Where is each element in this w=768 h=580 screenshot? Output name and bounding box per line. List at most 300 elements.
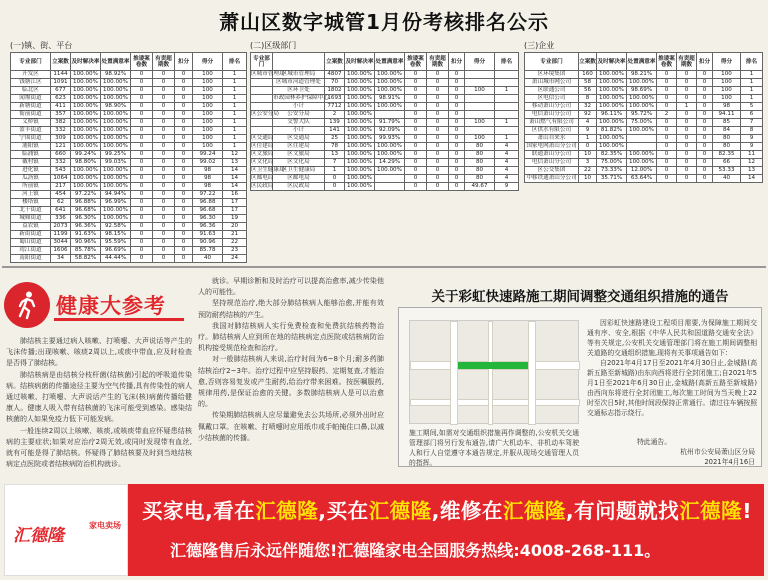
table-cell xyxy=(495,111,519,119)
table-row xyxy=(251,79,519,87)
table-cell: 95.59% xyxy=(101,239,131,247)
table-cell: 0 xyxy=(677,135,697,143)
table-cell: 0 xyxy=(131,95,153,103)
notice-text xyxy=(587,318,757,418)
table-cell: 92.09% xyxy=(375,127,405,135)
table-cell: 南阳街道 xyxy=(11,255,51,263)
table-cell: 0 xyxy=(175,87,193,95)
table-cell: 90.96 xyxy=(193,239,223,247)
table-row xyxy=(11,231,247,239)
table-cell: 96.11% xyxy=(597,111,627,119)
table-cell: 小计 xyxy=(273,103,325,111)
table-cell: 100.00% xyxy=(375,167,405,175)
table-header-cell: 有责超期数 xyxy=(427,53,449,71)
table-cell: 4 xyxy=(495,151,519,159)
table-cell: 100.00% xyxy=(345,79,375,87)
section2-label: (二)区级部门 xyxy=(250,41,297,50)
table-cell: 0 xyxy=(449,111,465,119)
notice-title: 关于彩虹快速路施工期间调整交通组织措施的通告 xyxy=(431,289,729,305)
table-cell: 电信萧山分公司 xyxy=(525,111,579,119)
table-cell: 100.00% xyxy=(101,215,131,223)
ad-slogan-part: ! xyxy=(742,499,753,523)
table-cell: 100.00% xyxy=(101,111,131,119)
table-cell: 0 xyxy=(153,207,175,215)
table-cell: 区公安分局 xyxy=(251,111,279,118)
table-cell: 98.80% xyxy=(71,159,101,167)
table-cell: 100.00% xyxy=(597,95,627,103)
table-row xyxy=(11,127,247,135)
table-cell: 0 xyxy=(657,143,677,151)
table-cell: 0 xyxy=(677,95,697,103)
table-cell: 1144 xyxy=(51,71,71,79)
health-paragraph: 对一般肺结核病人来说,治疗时间为6~8个月;耐多药肺结核治疗2~3年。治疗过程中应坚持服药、定期复查,才能治愈,否则容易复发或产生耐药,给治疗带来困难。按医嘱服药,规律用药,是保证治愈的关键。多数肺结核病人是可以治愈的。 xyxy=(198,355,384,409)
table-cell: 100.00% xyxy=(597,71,627,79)
table-cell: 1606 xyxy=(51,247,71,255)
table-cell: 0 xyxy=(405,151,427,159)
table-cell: 0 xyxy=(175,159,193,167)
table-cell: 0 xyxy=(131,159,153,167)
table-cell: 96.68 xyxy=(193,207,223,215)
table-cell: 0 xyxy=(427,103,449,111)
table-cell: 100.00% xyxy=(345,183,375,191)
table-cell: 32 xyxy=(579,103,597,111)
table-cell: 0 xyxy=(131,119,153,127)
table-cell: 0 xyxy=(449,87,465,95)
table-cell: 382 xyxy=(51,119,71,127)
table-cell: 96.99% xyxy=(101,199,131,207)
table-cell: 0 xyxy=(153,183,175,191)
table-cell: 1091 xyxy=(51,79,71,87)
table-cell: 盈丰街道 xyxy=(11,127,51,135)
table-cell: 萧山城市网公司 xyxy=(525,79,579,87)
table-cell: 100.00% xyxy=(627,95,657,103)
table-row xyxy=(11,151,247,159)
table-cell: 100 xyxy=(193,79,223,87)
page-title: 萧山区数字城管1月份考核排名公示 xyxy=(219,10,549,34)
table-cell: 121 xyxy=(51,143,71,151)
table-cell: 75.00% xyxy=(597,159,627,167)
table-cell: 0 xyxy=(153,127,175,135)
table-cell: 90.96% xyxy=(71,239,101,247)
table-cell: 0 xyxy=(579,143,597,151)
table-cell: 81.82% xyxy=(597,127,627,135)
table-cell: 98 xyxy=(193,167,223,175)
table-cell: 1064 xyxy=(51,175,71,183)
table-cell: 1 xyxy=(223,95,247,103)
table-cell: 电信萧山分公司 xyxy=(525,159,579,167)
table-cell: 100.00% xyxy=(345,167,375,175)
table-cell: 0 xyxy=(153,111,175,119)
table-cell: 24 xyxy=(223,255,247,263)
table-cell: 0 xyxy=(677,167,697,175)
table-cell: 4 xyxy=(495,175,519,183)
table-cell: 区民政局 xyxy=(273,183,325,191)
table-cell: 0 xyxy=(175,111,193,119)
table-cell: 4 xyxy=(495,143,519,151)
table-cell: 91.63 xyxy=(193,231,223,239)
table-cell: 1 xyxy=(741,95,763,103)
table-cell: 0 xyxy=(131,103,153,111)
table-row xyxy=(525,127,763,135)
table-cell: 1 xyxy=(741,71,763,79)
table-header-cell: 有责超期数 xyxy=(677,53,697,71)
table-cell xyxy=(465,111,495,119)
table-cell: 0 xyxy=(697,119,713,127)
table-cell: 98.91% xyxy=(375,95,405,103)
table-cell xyxy=(375,183,405,191)
table-row xyxy=(251,143,519,151)
table-cell xyxy=(251,79,273,87)
table-cell xyxy=(251,95,273,103)
table-cell: 96.69% xyxy=(101,247,131,255)
table-cell: 95.72% xyxy=(627,111,657,119)
table-cell: 0 xyxy=(697,95,713,103)
table-cell: 8 xyxy=(579,95,597,103)
table-row xyxy=(11,215,247,223)
table-cell: 96.36 xyxy=(193,223,223,231)
table-row xyxy=(11,255,247,263)
table-cell xyxy=(627,135,657,143)
table-cell: 义桥镇 xyxy=(11,119,51,127)
table-cell: 40 xyxy=(713,175,741,183)
table-cell: 100 xyxy=(193,119,223,127)
table-cell: 100.00% xyxy=(71,79,101,87)
table-cell xyxy=(465,95,495,103)
table-cell: 99.93% xyxy=(375,135,405,143)
table-cell: 91.63% xyxy=(71,231,101,239)
table-cell: 96.36% xyxy=(71,223,101,231)
table-header-cell: 推诿案卷数 xyxy=(405,53,427,71)
table-cell: 10 xyxy=(579,151,597,159)
table-cell: 100.00% xyxy=(345,103,375,111)
table-cell: 楼塔镇 xyxy=(11,199,51,207)
table-cell: 454 xyxy=(51,191,71,199)
notice-text-extra xyxy=(409,428,579,468)
table-cell: 40 xyxy=(193,255,223,263)
table-cell: 公安分局 xyxy=(273,111,325,119)
table-cell: 6 xyxy=(741,111,763,119)
table-cell: 98 xyxy=(713,103,741,111)
table-cell: 0 xyxy=(427,175,449,183)
table-row xyxy=(251,151,519,159)
table-cell: 国家电网萧山分公司 xyxy=(526,143,577,150)
table-row xyxy=(11,79,247,87)
table-cell: 0 xyxy=(449,103,465,111)
table-cell: 96.30% xyxy=(71,215,101,223)
table-cell: 0 xyxy=(153,87,175,95)
table-cell: 区交通局 xyxy=(251,135,274,142)
table-header-cell: 得分 xyxy=(713,53,741,71)
table-cell: 0 xyxy=(131,255,153,263)
table-row xyxy=(11,223,247,231)
table-row xyxy=(525,119,763,127)
table-cell xyxy=(251,119,273,127)
table-cell: 0 xyxy=(131,207,153,215)
table-cell: 0 xyxy=(657,135,677,143)
table-cell: 0 xyxy=(131,247,153,255)
table-cell: 0 xyxy=(131,143,153,151)
table-row xyxy=(11,111,247,119)
table-cell: 85.78 xyxy=(193,247,223,255)
table-row xyxy=(525,95,763,103)
table-row xyxy=(11,159,247,167)
table-cell: 0 xyxy=(657,127,677,135)
table-header-cell: 立案数 xyxy=(51,53,71,71)
table-cell: 0 xyxy=(657,95,677,103)
table-cell: 益农镇 xyxy=(11,223,51,231)
table-cell: 100.00% xyxy=(101,183,131,191)
table-cell: 100 xyxy=(465,135,495,143)
table-cell: 0 xyxy=(697,71,713,79)
table-cell: 98.21% xyxy=(627,71,657,79)
table-cell: 141 xyxy=(325,127,345,135)
table-cell xyxy=(375,175,405,183)
table-cell: 0 xyxy=(449,79,465,87)
table-cell: 0 xyxy=(153,119,175,127)
table-cell: 0 xyxy=(427,111,449,119)
table-cell: 1 xyxy=(223,135,247,143)
table-cell: 0 xyxy=(405,167,427,175)
table-cell: 22 xyxy=(579,167,597,175)
table-cell: 0 xyxy=(131,71,153,79)
table-cell: 0 xyxy=(449,183,465,191)
table-cell: 96.88 xyxy=(193,199,223,207)
table-cell: 100.00% xyxy=(345,143,375,151)
table-cell: 0 xyxy=(405,71,427,79)
table-cell: 0 xyxy=(677,119,697,127)
table-cell: 100.00% xyxy=(375,79,405,87)
table-cell: 82.35% xyxy=(597,151,627,159)
table-cell: 7 xyxy=(325,159,345,167)
table-cell: 2 xyxy=(325,111,345,119)
table-header-cell: 得分 xyxy=(193,53,223,71)
table-cell: 0 xyxy=(131,223,153,231)
table-cell: 94.11 xyxy=(713,111,741,119)
table-cell: 13 xyxy=(325,151,345,159)
table-cell: 12.00% xyxy=(627,167,657,175)
table-cell: 160 xyxy=(579,71,597,79)
notice-special: 特此通告。 xyxy=(637,438,671,446)
table-cell: 0 xyxy=(175,223,193,231)
brand-logo xyxy=(4,484,128,576)
table-cell: 0 xyxy=(657,151,677,159)
table-row xyxy=(11,119,247,127)
table-cell: 0 xyxy=(153,199,175,207)
table-cell: 1693 xyxy=(325,95,345,103)
table-row xyxy=(11,191,247,199)
table-cell: 0 xyxy=(657,87,677,95)
table-row xyxy=(525,87,763,95)
table-cell: 80 xyxy=(465,143,495,151)
table-row xyxy=(251,71,519,79)
table-cell: 区卫生健康局 xyxy=(273,167,325,175)
table-cell: 9 xyxy=(579,127,597,135)
table-row xyxy=(251,111,519,119)
ad-slogan-part: ,有问题就找 xyxy=(565,499,680,523)
traffic-notice xyxy=(395,277,765,465)
table-row xyxy=(251,103,519,111)
table-cell: 0 xyxy=(405,119,427,127)
table-row xyxy=(11,175,247,183)
table-cell: 100 xyxy=(193,143,223,151)
table-cell: 1 xyxy=(223,111,247,119)
table-cell: 1 xyxy=(495,119,519,127)
table-row xyxy=(251,135,519,143)
table-cell: 0 xyxy=(405,143,427,151)
table-row xyxy=(251,175,519,183)
table-cell: 0 xyxy=(131,79,153,87)
table-cell: 0 xyxy=(325,183,345,191)
table-cell: 0 xyxy=(449,135,465,143)
table-cell: 区电信公司 xyxy=(525,95,579,103)
table-cell: 641 xyxy=(51,207,71,215)
table-cell: 0 xyxy=(175,127,193,135)
table-cell: 100.00% xyxy=(345,135,375,143)
table-cell: 0 xyxy=(153,71,175,79)
table-cell: 0 xyxy=(153,159,175,167)
table-cell: 0 xyxy=(427,95,449,103)
table-cell: 5 xyxy=(741,103,763,111)
table-cell: 73.33% xyxy=(597,167,627,175)
table-cell: 80 xyxy=(465,159,495,167)
table-cell: 移动萧山分公司 xyxy=(525,103,579,111)
table-cell: 4 xyxy=(495,167,519,175)
table-cell: 35.71% xyxy=(597,175,627,183)
table-cell: 区文旅局 xyxy=(273,151,325,159)
table-cell: 0 xyxy=(153,95,175,103)
table-cell: 0 xyxy=(657,167,677,175)
table-cell: 0 xyxy=(449,119,465,127)
table-cell: 1 xyxy=(579,135,597,143)
table-cell: 0 xyxy=(153,167,175,175)
table-cell: 新街街道 xyxy=(11,231,51,239)
table-cell: 0 xyxy=(175,143,193,151)
table-cell: 0 xyxy=(175,207,193,215)
table-header-cell: 处置满意率 xyxy=(101,53,131,71)
table-row xyxy=(525,167,763,175)
table-cell: 82.35 xyxy=(713,151,741,159)
table-cell: 区供水有限公司 xyxy=(525,127,579,135)
table-cell: 1199 xyxy=(51,231,71,239)
table-row xyxy=(251,87,519,95)
table-cell: 0 xyxy=(153,223,175,231)
table-cell xyxy=(627,143,657,151)
table-cell: 100.00% xyxy=(375,71,405,79)
table-cell: 0 xyxy=(697,127,713,135)
table-cell: 357 xyxy=(51,111,71,119)
notice-paragraph: 因彩虹快速路建设工程项目需要,为保障施工期间交通有序、安全,根据《中华人民共和国道路交通安全法》等有关规定,公安机关交通管理部门将在施工期间调整相关道路的交通组织措施,现将有关事项通告如下: xyxy=(587,319,757,357)
table-cell: 0 xyxy=(325,175,345,183)
table-cell: 0 xyxy=(175,119,193,127)
ad-slogan-part: 买家电,看在 xyxy=(142,499,256,523)
table-cell: 4 xyxy=(579,119,597,127)
table-cell: 0 xyxy=(405,111,427,119)
table-cell: 75.00% xyxy=(627,119,657,127)
table-cell: 98.90% xyxy=(101,103,131,111)
table-cell: 0 xyxy=(657,119,677,127)
table-cell: 100.00% xyxy=(597,103,627,111)
table-cell: 100.00% xyxy=(345,159,375,167)
table-cell: 7712 xyxy=(325,103,345,111)
table-cell: 100.00% xyxy=(345,119,375,127)
table-cell: 0 xyxy=(677,87,697,95)
table-cell: 0 xyxy=(449,151,465,159)
health-text-col2 xyxy=(198,276,384,444)
table-cell: 336 xyxy=(51,215,71,223)
table-cell: 98.69% xyxy=(627,87,657,95)
table-cell: 677 xyxy=(51,87,71,95)
table-cell: 332 xyxy=(51,127,71,135)
table-cell xyxy=(465,127,495,135)
table-cell: 瓜沥镇 xyxy=(11,175,51,183)
table-header-cell xyxy=(273,53,325,71)
table-cell xyxy=(495,103,519,111)
table-cell: 0 xyxy=(677,111,697,119)
table-cell: 0 xyxy=(131,135,153,143)
table-cell: 94.94% xyxy=(101,191,131,199)
table-cell xyxy=(251,127,273,135)
table-cell: 0 xyxy=(153,175,175,183)
table-cell: 100.00% xyxy=(101,87,131,95)
table-cell: 100.00% xyxy=(375,143,405,151)
ad-hotline: 汇德隆售后永远伴随您!汇德隆家电全国服务热线:4008-268-111。 xyxy=(170,541,661,560)
ad-slogan-part: 汇德隆 xyxy=(368,499,432,523)
table-cell: 区城市河道管理处 xyxy=(273,79,325,87)
table-cell: 0 xyxy=(697,151,713,159)
table-cell: 钱塘江区 xyxy=(11,79,51,87)
table-cell: 区文化局 xyxy=(251,159,274,166)
table-cell: 区环卫处 xyxy=(273,87,325,95)
table-cell: 0 xyxy=(697,79,713,87)
table-cell: 0 xyxy=(405,87,427,95)
table-cell: 100.00% xyxy=(71,135,101,143)
table-cell: 闻堰街道 xyxy=(11,95,51,103)
table-cell: 44.44% xyxy=(101,255,131,263)
table-cell: 100.00% xyxy=(101,127,131,135)
table-cell: 217 xyxy=(51,183,71,191)
table-cell: 宁围街道 xyxy=(11,135,51,143)
table-cell: 0 xyxy=(131,183,153,191)
table-cell: 100.00% xyxy=(101,119,131,127)
table-row xyxy=(11,103,247,111)
table-cell: 0 xyxy=(175,175,193,183)
table-cell: 96.68% xyxy=(71,207,101,215)
table-header-cell: 有责超期数 xyxy=(153,53,175,71)
table-cell: 0 xyxy=(405,183,427,191)
table-cell: 0 xyxy=(427,87,449,95)
table-row xyxy=(525,79,763,87)
table-cell xyxy=(465,79,495,87)
table-cell: 100.00% xyxy=(597,79,627,87)
table-cell: 21 xyxy=(223,231,247,239)
table-cell: 0 xyxy=(175,95,193,103)
table-cell: 100.00% xyxy=(627,151,657,159)
table-cell: 13 xyxy=(223,159,247,167)
table-cell: 0 xyxy=(427,183,449,191)
table-header-cell: 专业部门 xyxy=(251,53,273,71)
advertisement-banner xyxy=(4,484,764,576)
table-cell: 14 xyxy=(223,167,247,175)
table-cell: 85.78% xyxy=(71,247,101,255)
table-header-cell: 排名 xyxy=(223,53,247,71)
table-cell: 区公交集团 xyxy=(525,167,579,175)
table-cell: 0 xyxy=(657,159,677,167)
health-paragraph: 就诊。早期诊断和及时治疗可以提高治愈率,减少传染他人的可能性。 xyxy=(198,277,384,297)
table-cell: 80 xyxy=(713,135,741,143)
table-cell: 0 xyxy=(175,191,193,199)
table-cell: 区交通局 xyxy=(273,135,325,143)
table-cell xyxy=(495,79,519,87)
